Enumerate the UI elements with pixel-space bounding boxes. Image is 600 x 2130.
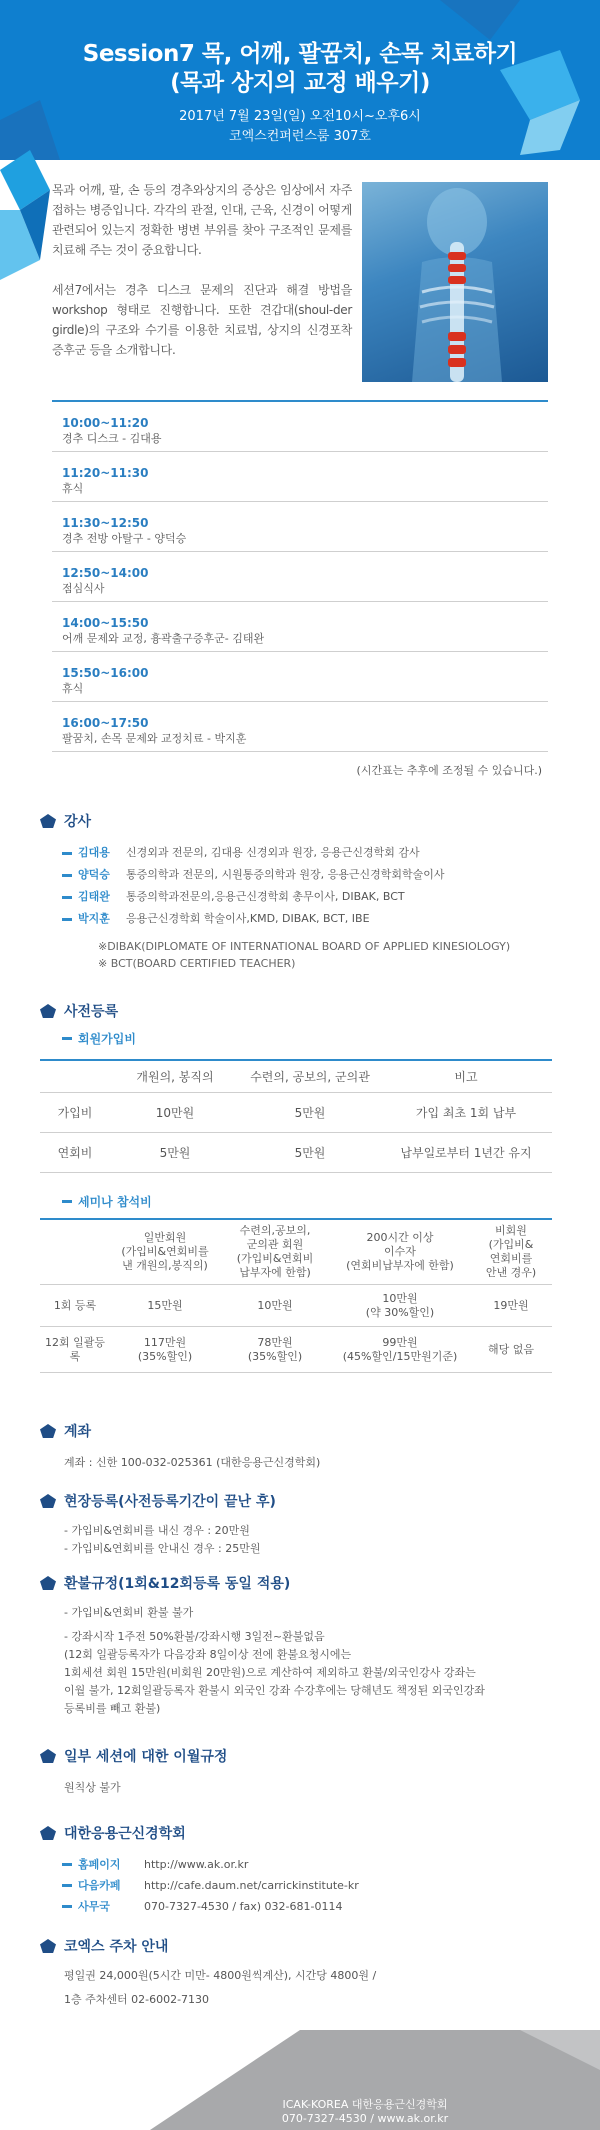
speaker-name: 박지훈 xyxy=(78,912,110,925)
cafe-link[interactable]: http://cafe.daum.net/carrickinstitute-kr xyxy=(144,1879,359,1892)
speaker-desc: 응용근신경학회 학술이사,KMD, DIBAK, BCT, IBE xyxy=(126,912,370,925)
schedule-item xyxy=(52,552,548,602)
pentagon-icon xyxy=(40,1749,56,1763)
refund-section xyxy=(40,1572,560,1718)
table-header-row xyxy=(40,1219,552,1285)
registration-section xyxy=(40,1000,560,1373)
schedule-item xyxy=(52,452,548,502)
contact-office xyxy=(62,1896,560,1917)
footer xyxy=(0,2030,600,2130)
dash-icon xyxy=(62,918,72,921)
table-row xyxy=(40,1285,552,1327)
dash-icon xyxy=(62,1200,72,1203)
schedule-desc: 휴식 xyxy=(62,482,84,495)
speaker-name: 양덕승 xyxy=(78,868,110,881)
table-header-row xyxy=(40,1060,552,1092)
section-header xyxy=(40,810,560,832)
table-cell: 5만원 xyxy=(240,1132,380,1172)
refund-line: 1회세션 회원 15만원(비회원 20만원)으로 계산하여 제외하고 환불/외국인강사 강좌는 xyxy=(64,1666,476,1679)
subsection-title: 세미나 참석비 xyxy=(78,1194,152,1209)
table-header: 수련의,공보의, 군의관 회원 (가입비&연회비 납부자에 한함) xyxy=(220,1219,330,1285)
table-row xyxy=(40,1092,552,1132)
table-cell: 117만원 (35%할인) xyxy=(110,1327,220,1373)
section-title: 강사 xyxy=(64,814,92,830)
schedule-item xyxy=(52,502,548,552)
speaker-row xyxy=(62,864,560,886)
spine-illustration xyxy=(362,182,548,382)
dash-icon xyxy=(62,874,72,877)
speaker-note: ※ BCT(BOARD CERTIFIED TEACHER) xyxy=(98,957,296,970)
table-cell: 가입 최초 1회 납부 xyxy=(380,1092,552,1132)
subsection-title: 회원가입비 xyxy=(78,1032,136,1046)
office-phone: 070-7327-4530 / fax) 032-681-0114 xyxy=(144,1900,343,1913)
page-title xyxy=(0,40,600,98)
schedule-time: 10:00~11:20 xyxy=(62,416,149,430)
refund-line: (12회 일괄등록자가 다음강좌 8일이상 전에 환불요청시에는 xyxy=(64,1648,352,1661)
homepage-link[interactable]: http://www.ak.or.kr xyxy=(144,1858,249,1871)
pentagon-icon xyxy=(40,1939,56,1953)
section-header xyxy=(40,1000,560,1022)
schedule-list xyxy=(52,400,548,778)
intro-paragraph-2: 세션7에서는 경추 디스크 문제의 진단과 해결 방법을 workshop 형태로 진행합니다. 또한 견갑대(shoul-der girdle)의 구조와 수기를 이용한 치료법, 상지의 신경포착 증후군 등을 소개합니다. xyxy=(52,283,352,357)
dash-icon xyxy=(62,1037,72,1040)
table-header: 200시간 이상 이수자 (연회비납부자에 한함) xyxy=(330,1219,470,1285)
table-cell: 5만원 xyxy=(110,1132,240,1172)
dash-icon xyxy=(62,852,72,855)
pentagon-icon xyxy=(40,1494,56,1508)
schedule-item xyxy=(52,402,548,452)
parking-line: 1층 주차센터 02-6002-7130 xyxy=(64,1993,210,2006)
schedule-desc: 경추 디스크 - 김대용 xyxy=(62,432,162,445)
pentagon-icon xyxy=(40,1576,56,1590)
footer-org: ICAK-KOREA 대한응용근신경학회 xyxy=(282,2098,448,2111)
section-header xyxy=(40,1822,560,1844)
schedule-item xyxy=(52,652,548,702)
table-cell: 해당 없음 xyxy=(470,1327,552,1373)
table-cell: 15만원 xyxy=(110,1285,220,1327)
title-line-2: (목과 상지의 교정 배우기) xyxy=(170,70,430,96)
section-header xyxy=(40,1572,560,1594)
header-banner xyxy=(0,0,600,160)
schedule-note: (시간표는 추후에 조정될 수 있습니다.) xyxy=(356,764,542,777)
table-header: 개원의, 봉직의 xyxy=(110,1060,240,1092)
table-header: 비고 xyxy=(380,1060,552,1092)
dash-icon xyxy=(62,1905,72,1908)
table-header: 수련의, 공보의, 군의관 xyxy=(240,1060,380,1092)
schedule-item xyxy=(52,702,548,752)
section-title: 코엑스 주차 안내 xyxy=(64,1939,169,1955)
table-cell: 10만원 (약 30%할인) xyxy=(330,1285,470,1327)
refund-line: - 강좌시작 1주전 50%환불/강좌시행 3일전~환불없음 xyxy=(64,1630,325,1643)
table-cell: 78만원 (35%할인) xyxy=(220,1327,330,1373)
table-header xyxy=(40,1219,110,1285)
speaker-row xyxy=(62,886,560,908)
section-header xyxy=(40,1935,560,1957)
table-cell: 1회 등록 xyxy=(40,1285,110,1327)
dash-icon xyxy=(62,1884,72,1887)
parking-line: 평일권 24,000원(5시간 미만- 4800원씩계산), 시간당 4800원 / xyxy=(64,1969,377,1982)
seminar-fee-table xyxy=(40,1218,552,1374)
schedule-time: 14:00~15:50 xyxy=(62,616,149,630)
section-header xyxy=(40,1745,560,1767)
transfer-text: 원칙상 불가 xyxy=(64,1781,121,1794)
section-title: 일부 세션에 대한 이월규정 xyxy=(64,1749,228,1765)
table-cell: 12회 일괄등록 xyxy=(40,1327,110,1373)
speaker-row xyxy=(62,908,560,930)
schedule-desc: 점심식사 xyxy=(62,582,105,595)
speaker-desc: 통증의학과 전문의, 시원통증의학과 원장, 응용근신경학회학술이사 xyxy=(126,868,445,881)
contact-label: 홈페이지 xyxy=(78,1858,121,1871)
account-text: 계좌 : 신한 100-032-025361 (대한응용근신경학회) xyxy=(64,1456,321,1469)
table-cell: 99만원 (45%할인/15만원기준) xyxy=(330,1327,470,1373)
section-title: 현장등록(사전등록기간이 끝난 후) xyxy=(64,1494,276,1510)
refund-line: 이월 불가, 12회일괄등록자 환불시 외국인 강좌 수강후에는 당해년도 책정된 외국인강좌 xyxy=(64,1684,485,1697)
table-cell: 10만원 xyxy=(110,1092,240,1132)
event-venue: 코엑스컨퍼런스룸 307호 xyxy=(229,129,371,144)
table-row xyxy=(40,1327,552,1373)
pentagon-icon xyxy=(40,1004,56,1018)
contact-label: 다음카페 xyxy=(78,1879,121,1892)
section-title: 사전등록 xyxy=(64,1004,119,1020)
parking-section xyxy=(40,1935,560,2009)
refund-line: - 가입비&연회비 환불 불가 xyxy=(64,1606,194,1619)
event-date: 2017년 7월 23일(일) 오전10시~오후6시 xyxy=(179,109,421,124)
section-title: 대한응용근신경학회 xyxy=(64,1826,186,1842)
section-header xyxy=(40,1490,560,1512)
onsite-line: - 가입비&연회비를 내신 경우 : 20만원 xyxy=(64,1524,250,1537)
pentagon-icon xyxy=(40,1424,56,1438)
speaker-name: 김태완 xyxy=(78,890,110,903)
pentagon-icon xyxy=(40,1826,56,1840)
speaker-note: ※DIBAK(DIPLOMATE OF INTERNATIONAL BOARD OF APPLIED KINESIOLOGY) xyxy=(98,940,511,953)
table-header: 일반회원 (가입비&연회비를 낸 개원의,봉직의) xyxy=(110,1219,220,1285)
schedule-time: 11:20~11:30 xyxy=(62,466,149,480)
section-title: 환불규정(1회&12회등록 동일 적용) xyxy=(64,1576,291,1592)
member-fee-table xyxy=(40,1059,552,1173)
transfer-section xyxy=(40,1745,560,1797)
speaker-name: 김대용 xyxy=(78,846,110,859)
intro-paragraph-1: 목과 어깨, 팔, 손 등의 경추와상지의 증상은 임상에서 자주 접하는 병증입니다. 각각의 관절, 인대, 근육, 신경이 어떻게 관련되어 있는지 정확한 병변 부위를 찾아 구조적인 문제를 치료해 주는 것이 중요합니다. xyxy=(52,183,352,257)
pentagon-icon xyxy=(40,814,56,828)
subsection-header xyxy=(62,1193,560,1210)
contact-label: 사무국 xyxy=(78,1900,110,1913)
section-header xyxy=(40,1420,560,1442)
footer-contact: 070-7327-4530 / www.ak.or.kr xyxy=(281,2112,449,2125)
society-section xyxy=(40,1822,560,1917)
schedule-time: 11:30~12:50 xyxy=(62,516,149,530)
table-row xyxy=(40,1132,552,1172)
table-cell: 납부일로부터 1년간 유지 xyxy=(380,1132,552,1172)
schedule-item xyxy=(52,602,548,652)
schedule-desc: 휴식 xyxy=(62,682,84,695)
dash-icon xyxy=(62,1863,72,1866)
refund-line: 등록비를 빼고 환불) xyxy=(64,1702,161,1715)
speakers-section xyxy=(40,810,560,972)
onsite-section xyxy=(40,1490,560,1558)
table-cell: 가입비 xyxy=(40,1092,110,1132)
table-header xyxy=(40,1060,110,1092)
speaker-desc: 통증의학과전문의,응용근신경학회 총무이사, DIBAK, BCT xyxy=(126,890,405,903)
contact-cafe xyxy=(62,1875,560,1896)
table-cell: 10만원 xyxy=(220,1285,330,1327)
table-cell: 19만원 xyxy=(470,1285,552,1327)
onsite-line: - 가입비&연회비를 안내신 경우 : 25만원 xyxy=(64,1542,261,1555)
intro-text xyxy=(52,180,352,360)
schedule-time: 16:00~17:50 xyxy=(62,716,149,730)
table-cell: 연회비 xyxy=(40,1132,110,1172)
contact-homepage xyxy=(62,1854,560,1875)
speaker-desc: 신경외과 전문의, 김대용 신경외과 원장, 응용근신경학회 감사 xyxy=(126,846,420,859)
subsection-header xyxy=(62,1030,560,1047)
schedule-time: 15:50~16:00 xyxy=(62,666,149,680)
table-cell: 5만원 xyxy=(240,1092,380,1132)
section-title: 계좌 xyxy=(64,1424,92,1440)
side-decor-shapes xyxy=(0,150,50,280)
schedule-desc: 어깨 문제와 교정, 흉곽출구증후군- 김태완 xyxy=(62,632,265,645)
title-line-1: Session7 목, 어깨, 팔꿈치, 손목 치료하기 xyxy=(82,41,518,67)
dash-icon xyxy=(62,896,72,899)
spine-image-icon xyxy=(362,182,548,382)
speaker-row xyxy=(62,842,560,864)
schedule-time: 12:50~14:00 xyxy=(62,566,149,580)
schedule-desc: 경추 전방 아탈구 - 양덕승 xyxy=(62,532,187,545)
schedule-desc: 팔꿈치, 손목 문제와 교정치료 - 박지훈 xyxy=(62,732,247,745)
table-header: 비회원 (가입비& 연회비를 안낸 경우) xyxy=(470,1219,552,1285)
account-section xyxy=(40,1420,560,1472)
